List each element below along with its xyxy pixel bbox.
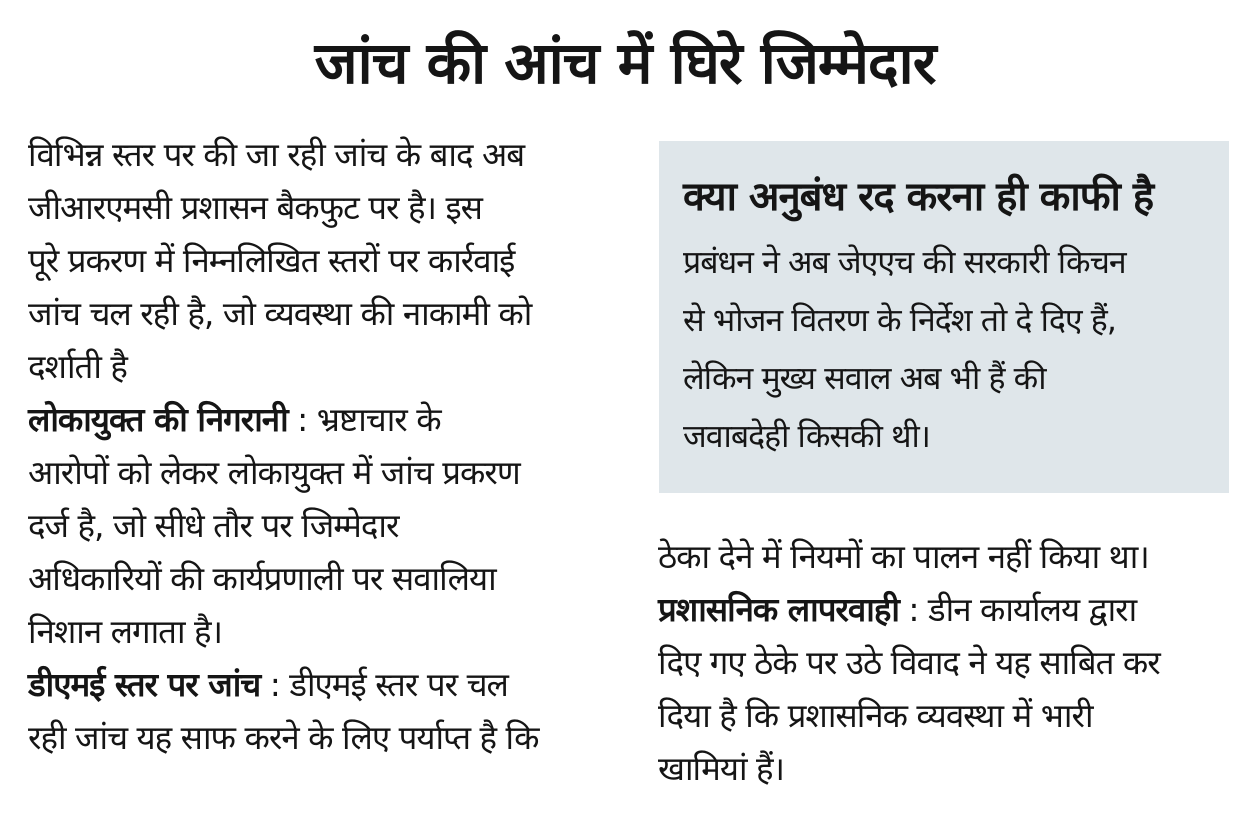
admin-line-2: दिया है कि प्रशासनिक व्यवस्था में भारी <box>658 696 1093 735</box>
lokayukta-first-line <box>28 393 628 446</box>
lokayukta-line-1: आरोपों को लेकर लोकायुक्त में जांच प्रकरण <box>28 453 520 492</box>
info-box-line-3: लेकिन मुख्य सवाल अब भी हैं की <box>683 359 1046 397</box>
admin-first-line <box>658 583 1238 636</box>
intro-line-1: विभिन्न स्तर पर की जा रही जांच के बाद अब <box>28 135 525 174</box>
intro-line-3: पूरे प्रकरण में निम्नलिखित स्तरों पर कार्रवाई <box>28 241 515 280</box>
dme-heading: डीएमई स्तर पर जांच <box>28 665 261 704</box>
right-column <box>658 530 1238 795</box>
left-column <box>28 128 628 764</box>
info-box <box>659 141 1229 493</box>
dme-first-line <box>28 658 628 711</box>
dme-line-1: रही जांच यह साफ करने के लिए पर्याप्त है कि <box>28 718 539 757</box>
intro-line-2: जीआरएमसी प्रशासन बैकफुट पर है। इस <box>28 188 482 227</box>
admin-line-3: खामियां हैं। <box>658 749 785 788</box>
lokayukta-line-3: अधिकारियों की कार्यप्रणाली पर सवालिया <box>28 559 496 598</box>
info-box-line-4: जवाबदेही किसकी थी। <box>683 417 930 455</box>
admin-lead-text: : डीन कार्यालय द्वारा <box>898 590 1137 629</box>
admin-heading: प्रशासनिक लापरवाही <box>658 590 899 629</box>
admin-line-1: दिए गए ठेके पर उठे विवाद ने यह साबित कर <box>658 643 1160 682</box>
lokayukta-heading: लोकायुक्त की निगरानी <box>28 400 288 439</box>
lokayukta-lead-text: : भ्रष्टाचार के <box>287 400 441 439</box>
info-box-line-1: प्रबंधन ने अब जेएएच की सरकारी किचन <box>683 243 1126 281</box>
intro-line-4: जांच चल रही है, जो व्यवस्था की नाकामी को <box>28 294 532 333</box>
info-box-body <box>683 233 1126 465</box>
dme-lead-text: : डीएमई स्तर पर चल <box>260 665 508 704</box>
info-box-title: क्या अनुबंध रद करना ही काफी है <box>683 174 1154 220</box>
info-box-line-2: से भोजन वितरण के निर्देश तो दे दिए हैं, <box>683 301 1116 339</box>
lokayukta-line-4: निशान लगाता है। <box>28 612 223 651</box>
headline: जांच की आंच में घिरे जिम्मेदार <box>314 29 936 97</box>
continuation-line: ठेका देने में नियमों का पालन नहीं किया था। <box>658 537 1149 576</box>
lokayukta-line-2: दर्ज है, जो सीधे तौर पर जिम्मेदार <box>28 506 399 545</box>
intro-line-5: दर्शाती है <box>28 347 127 386</box>
